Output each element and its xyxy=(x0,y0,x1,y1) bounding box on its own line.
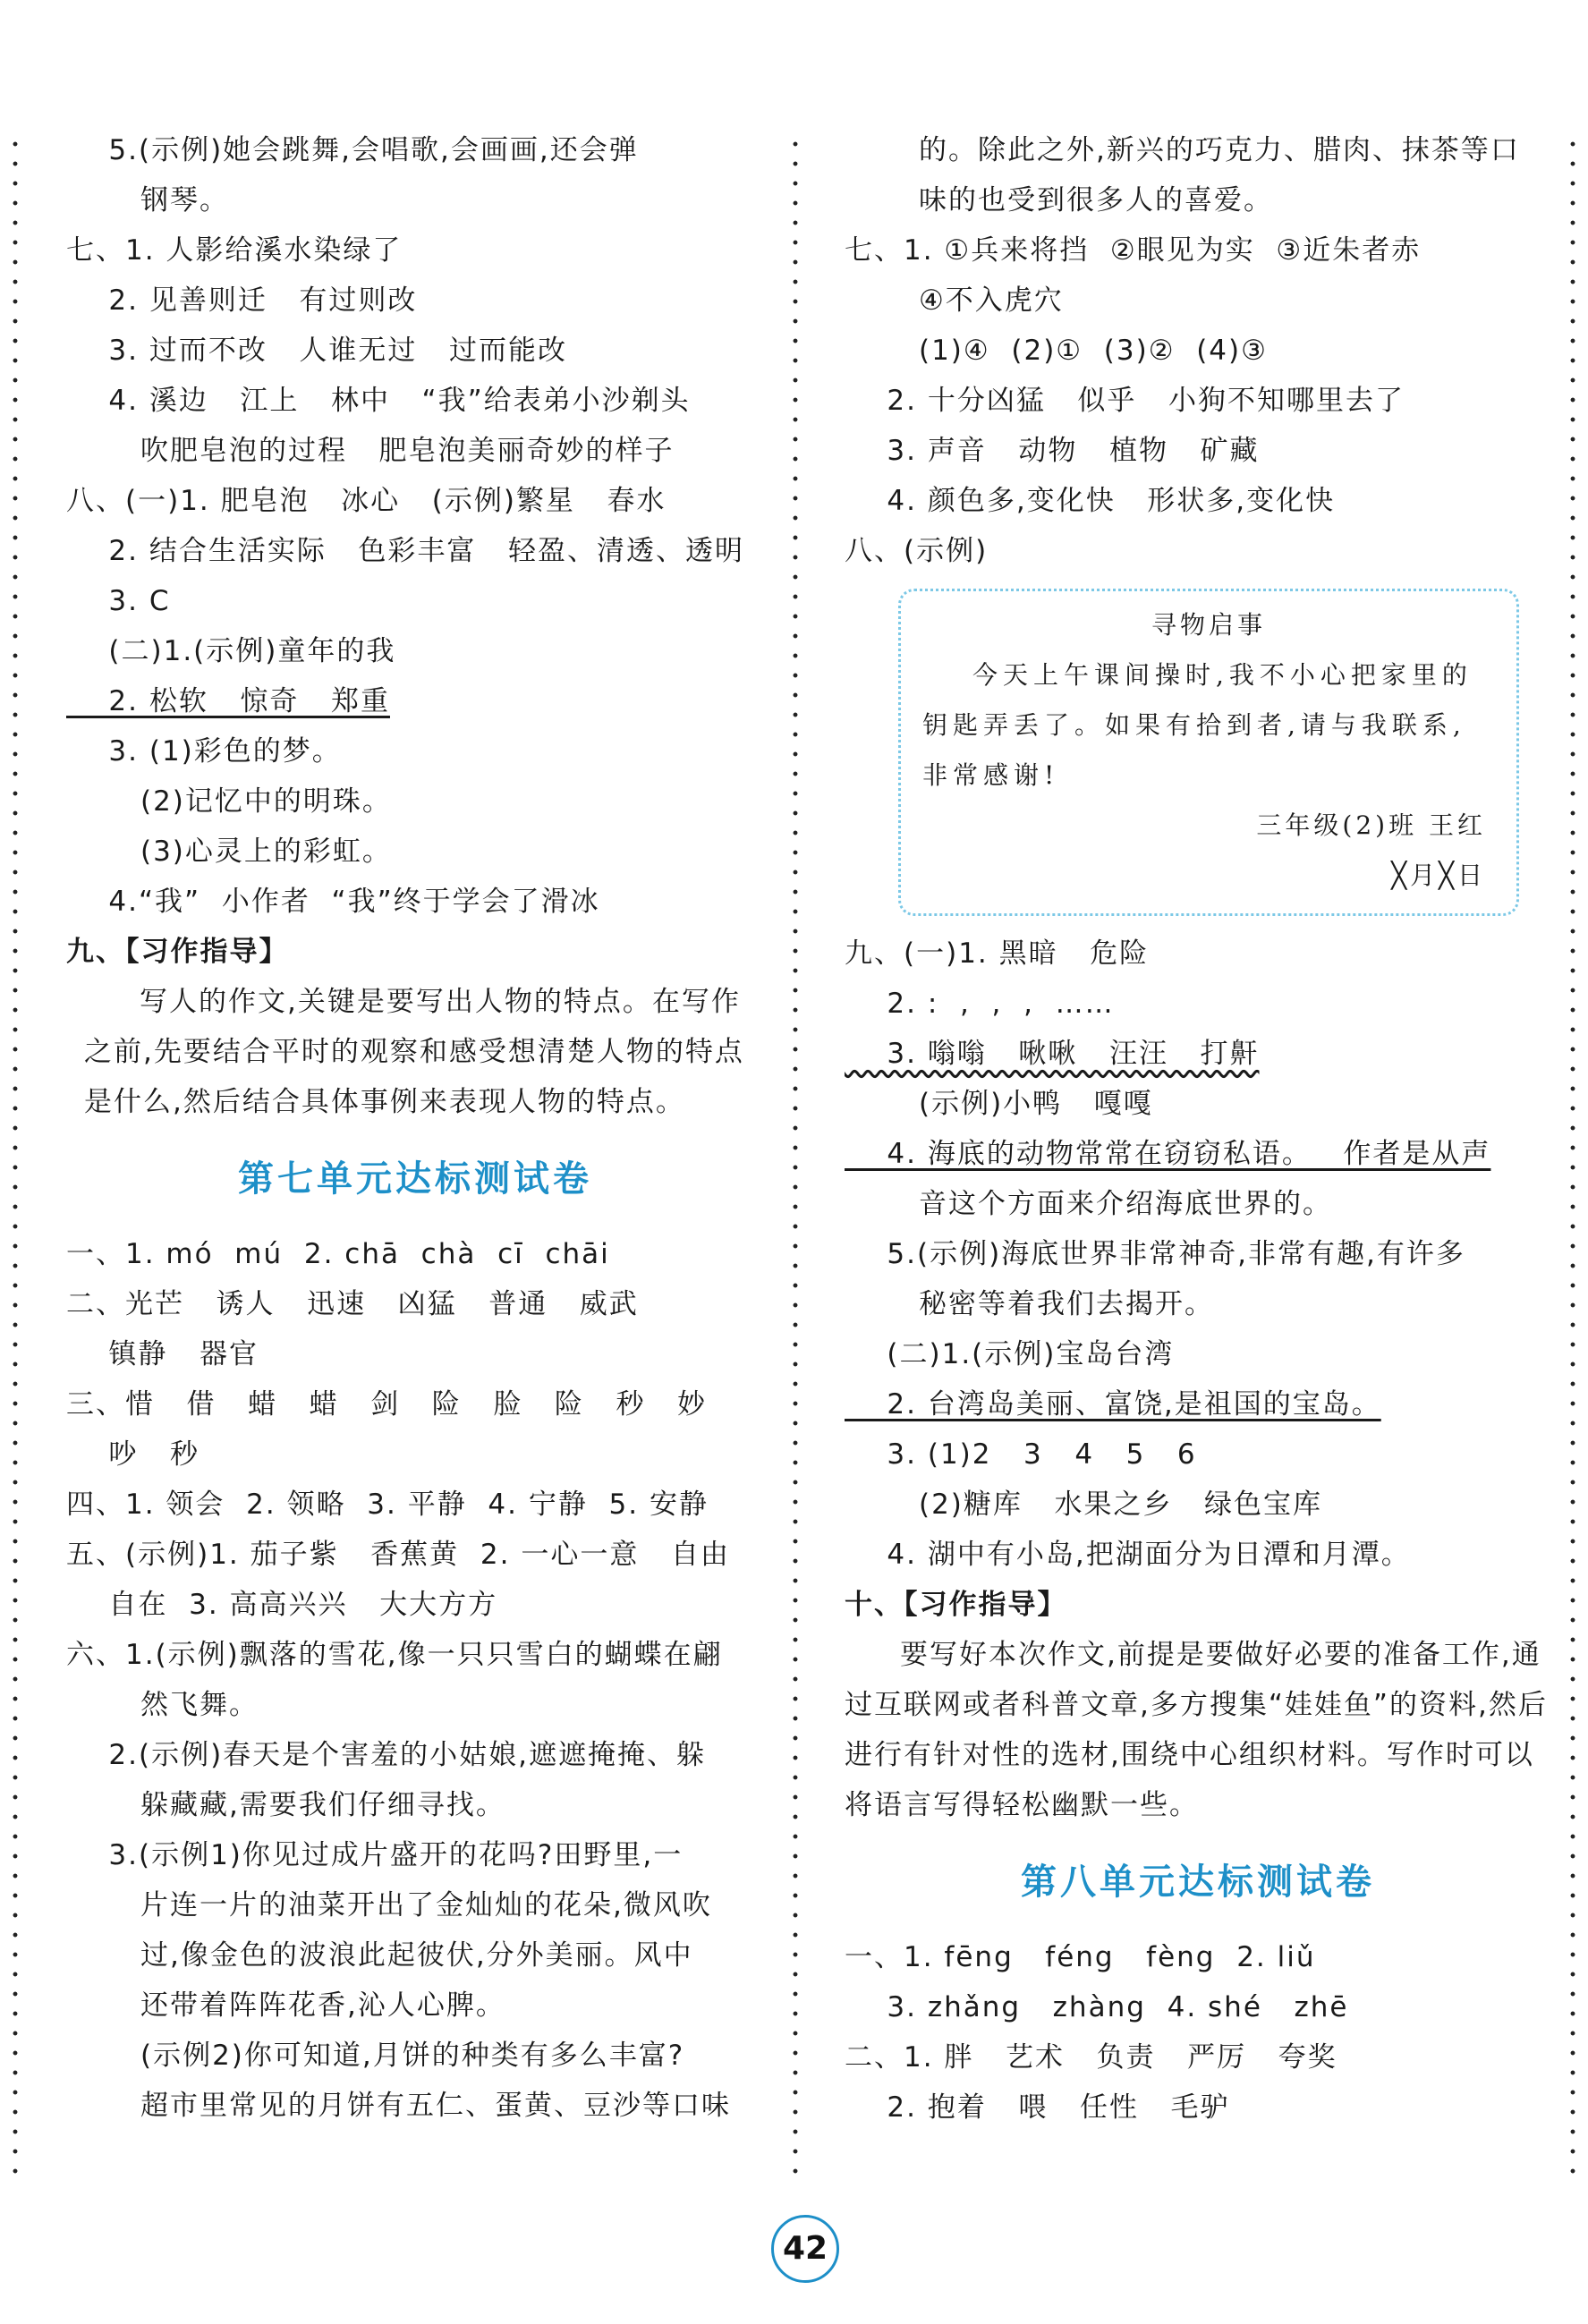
answer-line: 味的也受到很多人的喜爱。 xyxy=(845,184,1273,216)
right-dotted-border xyxy=(1570,134,1575,2183)
answer-line: (示例2)你可知道,月饼的种类有多么丰富? xyxy=(66,2040,685,2072)
answer-line: 九、(一)1. 黑暗 危险 xyxy=(845,937,1150,970)
answer-line: 七、1. ①兵来将挡 ②眼见为实 ③近朱者赤 xyxy=(845,234,1422,267)
answer-line: (2)糖库 水果之乡 绿色宝库 xyxy=(845,1489,1323,1521)
lost-item-notice-box xyxy=(898,589,1519,916)
answer-line: 八、(示例) xyxy=(845,535,989,567)
answer-line: 秘密等着我们去揭开。 xyxy=(845,1288,1214,1320)
page-number: 42 xyxy=(771,2215,839,2283)
answer-line: (示例)小鸭 嘎嘎 xyxy=(845,1088,1153,1120)
answer-line: 过,像金色的波浪此起彼伏,分外美丽。风中 xyxy=(66,1939,693,1972)
notice-title: 寻物启事 xyxy=(1151,610,1266,640)
answer-line: 躲藏藏,需要我们仔细寻找。 xyxy=(66,1789,505,1821)
answer-line: 3. (1)2 3 4 5 6 xyxy=(845,1438,1197,1471)
answer-line: 4. 湖中有小岛,把湖面分为日潭和月潭。 xyxy=(845,1539,1411,1571)
answer-line: 吵 秒 xyxy=(66,1438,200,1471)
answer-line: (二)1.(示例)童年的我 xyxy=(66,635,396,667)
answer-line: 4. 颜色多,变化快 形状多,变化快 xyxy=(845,485,1336,517)
notice-body: 今天上午课间操时,我不小心把家里的钥匙弄丢了。如果有拾到者,请与我联系,非常感谢! xyxy=(922,660,1473,790)
answer-line: 2. 十分凶猛 似乎 小狗不知哪里去了 xyxy=(845,385,1405,417)
answer-line: 八、(一)1. 肥皂泡 冰心 (示例)繁星 春水 xyxy=(66,485,667,517)
answer-line: 3. 声音 动物 植物 矿藏 xyxy=(845,435,1260,467)
section-heading: 十、【习作指导】 xyxy=(845,1589,1067,1621)
answer-line: 音这个方面来介绍海底世界的。 xyxy=(845,1188,1332,1220)
left-dotted-border xyxy=(13,134,18,2183)
answer-line: 吹肥皂泡的过程 肥皂泡美丽奇妙的样子 xyxy=(66,435,675,467)
answer-line: 一、1. mó mú 2. chā chà cī chāi xyxy=(66,1238,610,1270)
unit-8-title: 第八单元达标测试卷 xyxy=(1021,1861,1375,1903)
answer-line: 3. 嗡嗡 啾啾 汪汪 打鼾 xyxy=(845,1038,1260,1070)
answer-line: 2. 见善则迁 有过则改 xyxy=(66,284,418,317)
left-column xyxy=(66,125,764,2131)
answer-line: (1)④ (2)① (3)② (4)③ xyxy=(845,335,1268,367)
answer-line: 七、1. 人影给溪水染绿了 xyxy=(66,234,403,267)
answer-line: 4.“我” 小作者 “我”终于学会了滑冰 xyxy=(66,886,600,918)
answer-line: 5.(示例)海底世界非常神奇,非常有趣,有许多 xyxy=(845,1238,1465,1270)
answer-line: 镇静 器官 xyxy=(66,1338,259,1370)
answer-line: (2)记忆中的明珠。 xyxy=(66,785,392,818)
answer-line: 4. 溪边 江上 林中 “我”给表弟小沙剃头 xyxy=(66,385,691,417)
answer-line: ④不入虎穴 xyxy=(845,284,1064,317)
answer-line: 4. 海底的动物常常在窃窃私语。 作者是从声 xyxy=(845,1138,1491,1170)
answer-line: 二、1. 胖 艺术 负责 严厉 夸奖 xyxy=(845,2041,1337,2074)
answer-line: 还带着阵阵花香,沁人心脾。 xyxy=(66,1989,505,2022)
answer-line: 2. : , , , …… xyxy=(845,988,1115,1020)
answer-line: 超市里常见的月饼有五仁、蛋黄、豆沙等口味 xyxy=(66,2090,731,2122)
answer-line: 然飞舞。 xyxy=(66,1689,259,1721)
answer-line: 2. 松软 惊奇 郑重 xyxy=(66,685,390,717)
right-column xyxy=(845,125,1551,2133)
answer-line: 3. (1)彩色的梦。 xyxy=(66,735,342,768)
answer-line: 2.(示例)春天是个害羞的小姑娘,遮遮掩掩、躲 xyxy=(66,1739,707,1771)
answer-line: 二、光芒 诱人 迅速 凶猛 普通 威武 xyxy=(66,1288,639,1320)
section-heading: 九、【习作指导】 xyxy=(66,936,289,968)
notice-date: ╳月╳日 xyxy=(1391,861,1486,890)
answer-line: (二)1.(示例)宝岛台湾 xyxy=(845,1338,1175,1370)
answer-line: 一、1. fēng féng fèng 2. liǔ xyxy=(845,1941,1316,1973)
center-dotted-divider xyxy=(793,134,798,2183)
answer-line: 五、(示例)1. 茄子紫 香蕉黄 2. 一心一意 自由 xyxy=(66,1539,730,1571)
unit-7-title: 第七单元达标测试卷 xyxy=(238,1158,592,1200)
answer-line: 3.(示例1)你见过成片盛开的花吗?田野里,一 xyxy=(66,1839,684,1871)
answer-line: 5.(示例)她会跳舞,会唱歌,会画画,还会弹 xyxy=(66,134,639,166)
answer-line: 六、1.(示例)飘落的雪花,像一只只雪白的蝴蝶在翩 xyxy=(66,1639,723,1671)
answer-line: 三、惜 借 蜡 蜡 剑 险 脸 险 秒 妙 xyxy=(66,1388,708,1421)
notice-signature: 三年级(2)班 王红 xyxy=(1256,810,1486,840)
answer-line: 的。除此之外,新兴的巧克力、腊肉、抹茶等口 xyxy=(845,134,1520,166)
answer-line: 四、1. 领会 2. 领略 3. 平静 4. 宁静 5. 安静 xyxy=(66,1489,709,1521)
answer-line: 3. 过而不改 人谁无过 过而能改 xyxy=(66,335,567,367)
writing-guide-paragraph: 写人的作文,关键是要写出人物的特点。在写作之前,先要结合平时的观察和感受想清楚人物的特点是什么,然后结合具体事例来表现人物的特点。 xyxy=(84,986,744,1118)
answer-line: 2. 抱着 喂 任性 毛驴 xyxy=(845,2091,1230,2124)
answer-line: 钢琴。 xyxy=(66,184,229,216)
answer-line: 3. zhǎng zhàng 4. shé zhē xyxy=(845,1991,1349,2023)
answer-line: 2. 台湾岛美丽、富饶,是祖国的宝岛。 xyxy=(845,1388,1381,1421)
writing-guide-paragraph: 要写好本次作文,前提是要做好必要的准备工作,通过互联网或者科普文章,多方搜集“娃娃鱼”的资料,然后进行有针对性的选材,围绕中心组织材料。写作时可以将语言写得轻松幽默一些。 xyxy=(845,1639,1548,1821)
answer-line: 2. 结合生活实际 色彩丰富 轻盈、清透、透明 xyxy=(66,535,744,567)
answer-line: 自在 3. 高高兴兴 大大方方 xyxy=(66,1589,498,1621)
answer-line: 片连一片的油菜开出了金灿灿的花朵,微风吹 xyxy=(66,1889,712,1921)
answer-line: (3)心灵上的彩虹。 xyxy=(66,835,392,868)
answer-line: 3. C xyxy=(66,585,171,617)
